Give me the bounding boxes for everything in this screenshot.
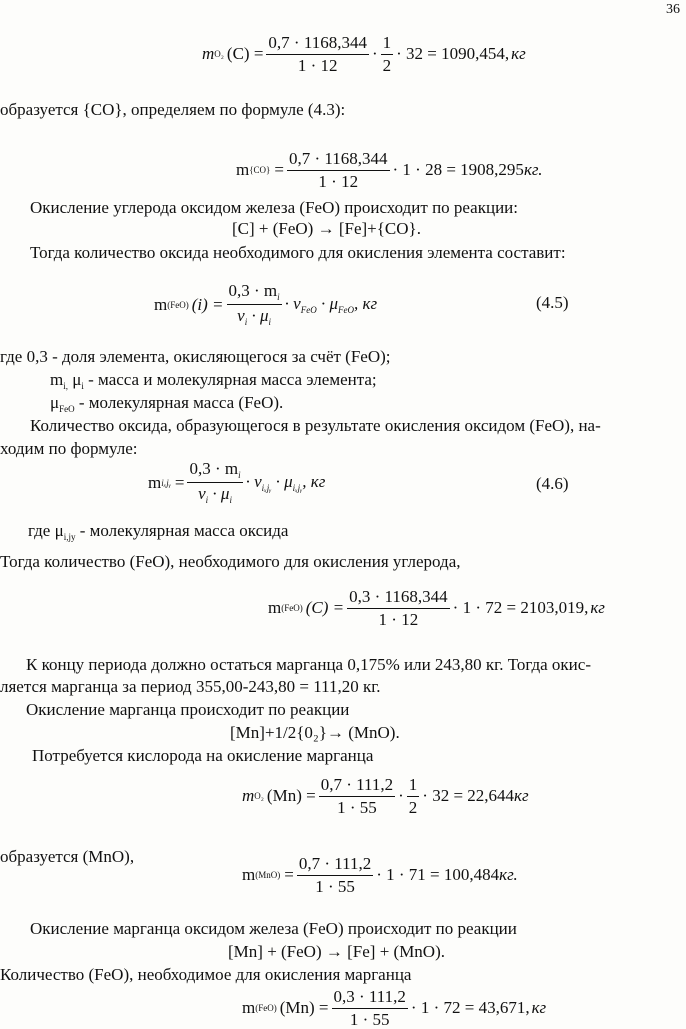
denominator: 1 · 55 bbox=[349, 1009, 390, 1029]
formula-eq: = bbox=[284, 865, 294, 885]
numerator bbox=[187, 460, 242, 483]
formula-lhs-arg: (Mn) = bbox=[266, 786, 316, 806]
numerator: 1 bbox=[381, 34, 394, 55]
formula-oxygen-manganese bbox=[242, 776, 529, 817]
formula-lhs-sub: {CO} bbox=[249, 165, 271, 176]
denominator-text: ν bbox=[237, 306, 245, 326]
numerator: 0,7 · 1168,344 bbox=[266, 34, 369, 55]
formula-result: · 32 = 1090,454, bbox=[396, 44, 510, 64]
formula-result: · 32 = 22,644 bbox=[422, 786, 515, 806]
formula-lhs-sub: (MnO) bbox=[255, 870, 281, 881]
symbol-mu: μ bbox=[50, 393, 60, 412]
formula-unit: кг bbox=[511, 44, 526, 64]
denominator: 2 bbox=[382, 55, 392, 75]
text-line: ляется марганца за период 355,00-243,80 = 111,20 кг. bbox=[0, 677, 381, 696]
text-rest: - молекулярная масса оксида bbox=[75, 521, 289, 540]
numerator: 0,7 · 1168,344 bbox=[287, 150, 390, 171]
formula-result: · 1 · 72 = 43,671, bbox=[410, 998, 530, 1018]
formula-rest bbox=[285, 294, 377, 315]
text-line: Количество (FeO), необходимое для окисления марганца bbox=[0, 965, 412, 984]
formula-lhs: m bbox=[202, 44, 215, 64]
formula-fraction bbox=[287, 150, 390, 191]
equation-number: (4.5) bbox=[536, 293, 569, 312]
rest-sub: FeO bbox=[300, 305, 317, 316]
formula-unit: кг. bbox=[499, 865, 518, 885]
numerator bbox=[227, 282, 282, 305]
denominator-sub: i bbox=[229, 495, 232, 506]
denominator-mid: · μ bbox=[208, 484, 230, 504]
numerator-text: 0,3 · m bbox=[189, 459, 239, 478]
text-line: ходим по формуле: bbox=[0, 439, 138, 458]
symbol-sub: i bbox=[81, 381, 84, 391]
formula-result: · 1 · 72 = 2103,019, bbox=[452, 598, 589, 618]
formula-co-mass bbox=[236, 150, 543, 191]
formula-unit: кг. bbox=[523, 160, 543, 180]
denominator-sub: i bbox=[244, 317, 248, 328]
formula-unit: кг bbox=[514, 786, 529, 806]
denominator bbox=[196, 483, 234, 505]
formula-oxide-amount bbox=[154, 282, 377, 328]
denominator: 1 · 55 bbox=[337, 797, 377, 817]
denominator bbox=[235, 305, 273, 327]
denominator-sub: i bbox=[268, 317, 272, 328]
formula-fraction bbox=[347, 588, 450, 629]
reaction-line: [Mn]+1/2{0₂}→ (MnO). bbox=[230, 723, 400, 742]
formula-oxide-formed bbox=[148, 460, 325, 506]
formula-lhs: m bbox=[154, 294, 168, 314]
equation-number: (4.6) bbox=[536, 474, 569, 493]
formula-feo-manganese bbox=[242, 988, 546, 1029]
formula-unit: , кг bbox=[354, 294, 378, 314]
formula-lhs-sub: (FeO) bbox=[255, 1003, 277, 1014]
formula-fraction bbox=[332, 988, 408, 1029]
half-fraction bbox=[381, 34, 394, 75]
formula-lhs: m bbox=[242, 998, 256, 1018]
denominator: 1 · 12 bbox=[378, 609, 419, 629]
formula-mno-mass bbox=[242, 855, 518, 896]
formula-lhs-sub: (FeO) bbox=[281, 603, 303, 614]
text-line bbox=[50, 370, 377, 391]
rest-text: · μ bbox=[316, 294, 339, 314]
text-line: Потребуется кислорода на окисление марганца bbox=[32, 746, 374, 765]
formula-lhs-sub: O₂ bbox=[214, 49, 224, 60]
numerator: 0,7 · 111,2 bbox=[319, 776, 395, 797]
formula-lhs: m bbox=[242, 786, 255, 806]
text-line bbox=[50, 393, 283, 414]
formula-rest bbox=[246, 472, 326, 493]
formula-result: · 1 · 71 = 100,484 bbox=[376, 865, 500, 885]
formula-lhs-sub: O₂ bbox=[254, 791, 264, 802]
formula-fraction bbox=[187, 460, 242, 506]
formula-fraction bbox=[297, 855, 373, 896]
text-start: где μ bbox=[28, 521, 64, 540]
symbol-mu: μ bbox=[68, 370, 82, 389]
text-line: Тогда количество оксида необходимого для окисления элемента составит: bbox=[30, 243, 566, 262]
formula-eq: = bbox=[174, 472, 185, 492]
formula-oxygen-carbon bbox=[202, 34, 526, 75]
rest-text: · ν bbox=[245, 472, 262, 492]
numerator: 1 bbox=[407, 776, 420, 797]
text-line: Окисление марганца оксидом железа (FeO) происходит по реакции bbox=[30, 919, 517, 938]
formula-unit: кг bbox=[590, 598, 605, 618]
reaction-line: [C] + (FeO) → [Fe]+{CO}. bbox=[232, 219, 421, 238]
formula-unit: , кг bbox=[302, 472, 326, 492]
text-line: Тогда количество (FeO), необходимого для окисления углерода, bbox=[0, 552, 461, 571]
denominator: 2 bbox=[408, 797, 418, 817]
numerator: 0,3 · 1168,344 bbox=[347, 588, 450, 609]
formula-unit: кг bbox=[531, 998, 547, 1018]
dot: · bbox=[371, 44, 378, 64]
symbol-sub: i, bbox=[63, 381, 68, 391]
text-line: Окисление углерода оксидом железа (FeO) происходит по реакции: bbox=[30, 198, 518, 217]
formula-eq: = bbox=[274, 160, 284, 180]
rest-sub: FeO bbox=[338, 305, 355, 316]
dot: · bbox=[398, 786, 404, 806]
formula-feo-carbon bbox=[268, 588, 605, 629]
symbol-m: m bbox=[50, 370, 64, 389]
text-line: Окисление марганца происходит по реакции bbox=[26, 700, 350, 719]
symbol-sub: FeO bbox=[59, 404, 75, 414]
page-number: 36 bbox=[666, 2, 680, 17]
denominator: 1 · 12 bbox=[297, 55, 338, 75]
text-line: К концу периода должно остаться марганца 0,175% или 243,80 кг. Тогда окис- bbox=[26, 655, 591, 674]
formula-lhs-arg: (i) = bbox=[191, 294, 224, 314]
denominator-text: ν bbox=[198, 484, 206, 504]
text-line: Количество оксида, образующегося в результате окисления оксидом (FeO), на- bbox=[30, 416, 601, 435]
numerator: 0,3 · 111,2 bbox=[332, 988, 408, 1009]
rest-text: · ν bbox=[284, 294, 301, 314]
denominator: 1 · 12 bbox=[318, 171, 359, 191]
rest-text: · μ bbox=[271, 472, 293, 492]
numerator-sub: i bbox=[238, 470, 241, 480]
formula-lhs: m bbox=[242, 865, 256, 885]
denominator-sub: i bbox=[205, 495, 209, 506]
text-line: образуется {CO}, определяем по формуле (4.3): bbox=[0, 100, 346, 119]
numerator-sub: i bbox=[277, 292, 280, 302]
formula-result: · 1 · 28 = 1908,295 bbox=[392, 160, 524, 180]
text-rest: - молекулярная масса (FeO). bbox=[74, 393, 284, 412]
text-line: где 0,3 - доля элемента, окисляющегося за счёт (FeO); bbox=[0, 347, 391, 366]
text-line bbox=[28, 521, 288, 542]
formula-lhs: m bbox=[148, 472, 162, 492]
half-fraction bbox=[407, 776, 420, 817]
formula-lhs-arg: (Mn) = bbox=[279, 998, 329, 1018]
text-rest: - масса и молекулярная масса элемента; bbox=[83, 370, 377, 389]
formula-fraction bbox=[319, 776, 395, 817]
formula-fraction bbox=[266, 34, 369, 75]
symbol-sub: i,jy bbox=[63, 532, 76, 542]
rest-sub: iₓjᵧ bbox=[261, 483, 272, 494]
rest-sub: iₓjᵧ bbox=[292, 483, 303, 494]
formula-lhs-arg: (C) = bbox=[305, 598, 345, 618]
formula-lhs-arg: (C) = bbox=[226, 44, 264, 64]
formula-lhs-sub: iₓjᵧ bbox=[161, 477, 171, 488]
reaction-line: [Mn] + (FeO) → [Fe] + (MnO). bbox=[228, 942, 445, 961]
numerator: 0,7 · 111,2 bbox=[297, 855, 373, 876]
formula-lhs: m bbox=[268, 598, 282, 618]
formula-lhs-sub: (FeO) bbox=[167, 299, 189, 310]
formula-fraction bbox=[227, 282, 282, 328]
numerator-text: 0,3 · m bbox=[228, 281, 278, 300]
formula-lhs: m bbox=[236, 160, 250, 180]
denominator: 1 · 55 bbox=[315, 876, 355, 896]
text-line: образуется (MnO), bbox=[0, 847, 135, 866]
denominator-mid: · μ bbox=[247, 306, 269, 326]
